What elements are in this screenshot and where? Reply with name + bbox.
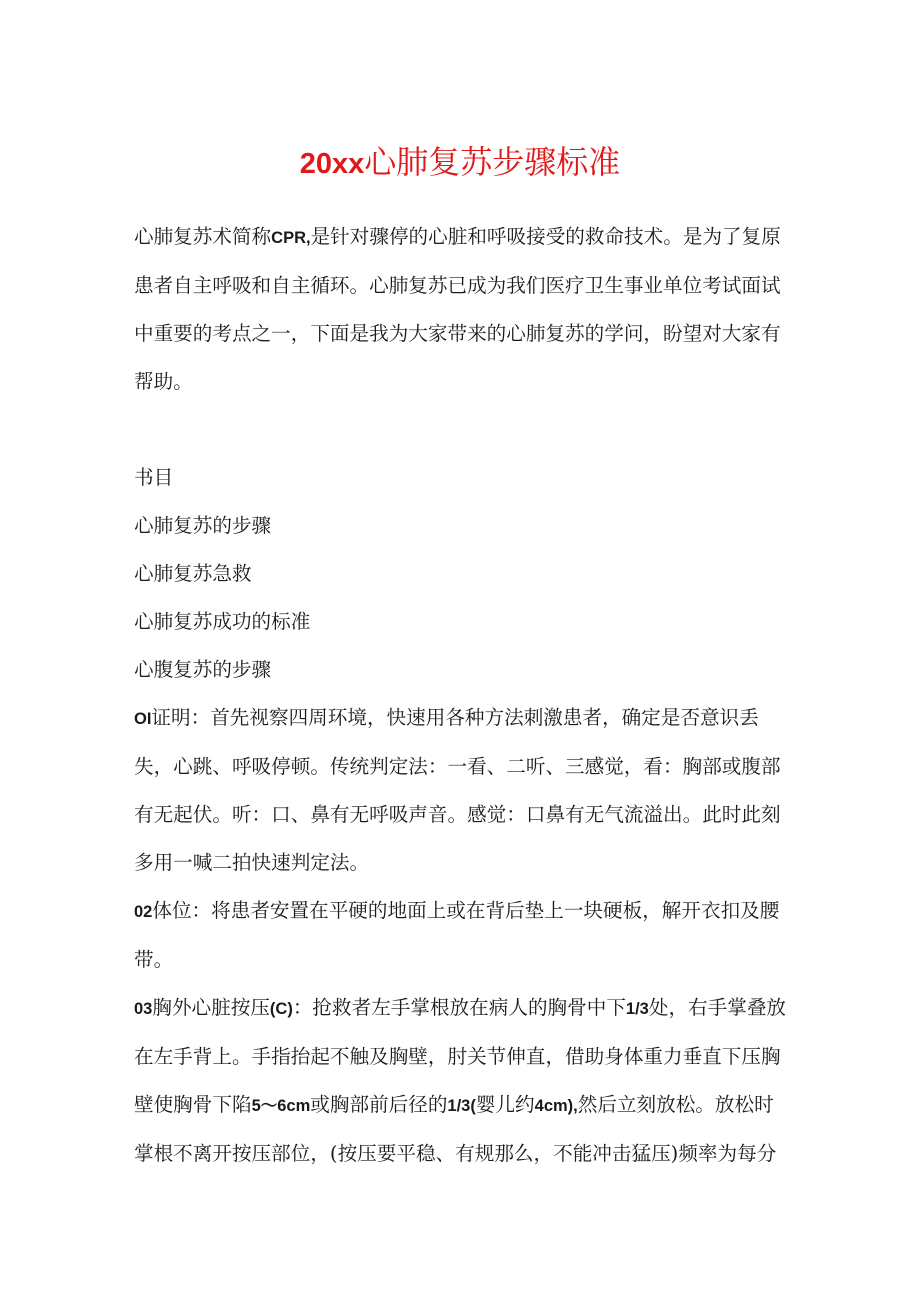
step-3-text-4: 或胸部前后径的 xyxy=(310,1093,448,1116)
intro-text-2: 是针对骤停的心脏和呼吸接受的救命技术。是为了复原患者自主呼吸和自主循环。心肺复苏已成为我们医疗卫生事业单位考试面试中重要的考点之一，下面是我为大家带来的心肺复苏的学问，盼望对大家有帮助。 xyxy=(134,225,781,393)
toc-item-1: 心肺复苏的步骤 xyxy=(134,514,272,537)
step-3-c: (C) xyxy=(269,1000,293,1018)
step-3-number: 03 xyxy=(134,1000,153,1018)
step-3-text-5: 婴儿约 xyxy=(475,1093,535,1116)
spacer xyxy=(134,406,790,454)
intro-paragraph xyxy=(134,213,790,406)
toc-heading: 书目 xyxy=(134,466,174,489)
title-year: 20xx xyxy=(299,148,365,180)
step-3-fraction-1: 1/3 xyxy=(625,1000,649,1018)
step-3-text-2: ：抢救者左手掌根放在病人的胸骨中下 xyxy=(292,996,626,1019)
step-1-paragraph xyxy=(134,694,790,887)
title-text: 心肺复苏步骤标准 xyxy=(364,143,621,181)
toc-item-2: 心肺复苏急救 xyxy=(134,562,252,585)
step-3-text-3: 处，右手掌叠放在左手背上。手指抬起不触及胸壁，肘关节伸直，借助身体重力垂直下压胸壁使胸骨下陷 xyxy=(134,996,787,1116)
step-2-text: 体位：将患者安置在平硬的地面上或在背后垫上一块硬板，解开衣扣及腰带。 xyxy=(134,899,780,971)
intro-text-1: 心肺复苏术简称 xyxy=(134,225,272,248)
step-3-text-6: 然后立刻放松。放松时掌根不离开按压部位，(按压要平稳、有规那么，不能冲击猛压)频率为每分 xyxy=(134,1093,777,1165)
step-2-paragraph xyxy=(134,887,790,984)
step-3-fraction-2: 1/3( xyxy=(447,1097,476,1115)
step-3-paragraph xyxy=(134,984,790,1178)
page-title xyxy=(0,140,920,186)
step-2-number: 02 xyxy=(134,903,153,921)
step-1-number: OI xyxy=(134,710,152,728)
step-3-text-1: 胸外心脏按压 xyxy=(152,996,270,1019)
step-3-infant-depth: 4cm), xyxy=(534,1097,578,1115)
document-body xyxy=(134,213,790,1178)
toc-item-3: 心肺复苏成功的标准 xyxy=(134,610,311,633)
intro-cpr: CPR, xyxy=(271,229,311,247)
toc-item-4: 心腹复苏的步骤 xyxy=(134,658,272,681)
step-1-text: 证明：首先视察四周环境，快速用各种方法刺激患者，确定是否意识丢失，心跳、呼吸停顿。传统判定法：一看、二听、三感觉，看：胸部或腹部有无起伏。听：口、鼻有无呼吸声音。感觉：口鼻有无气流溢出。此时此刻多用一喊二拍快速判定法。 xyxy=(134,706,781,874)
step-3-depth: 5〜6cm xyxy=(251,1097,311,1115)
